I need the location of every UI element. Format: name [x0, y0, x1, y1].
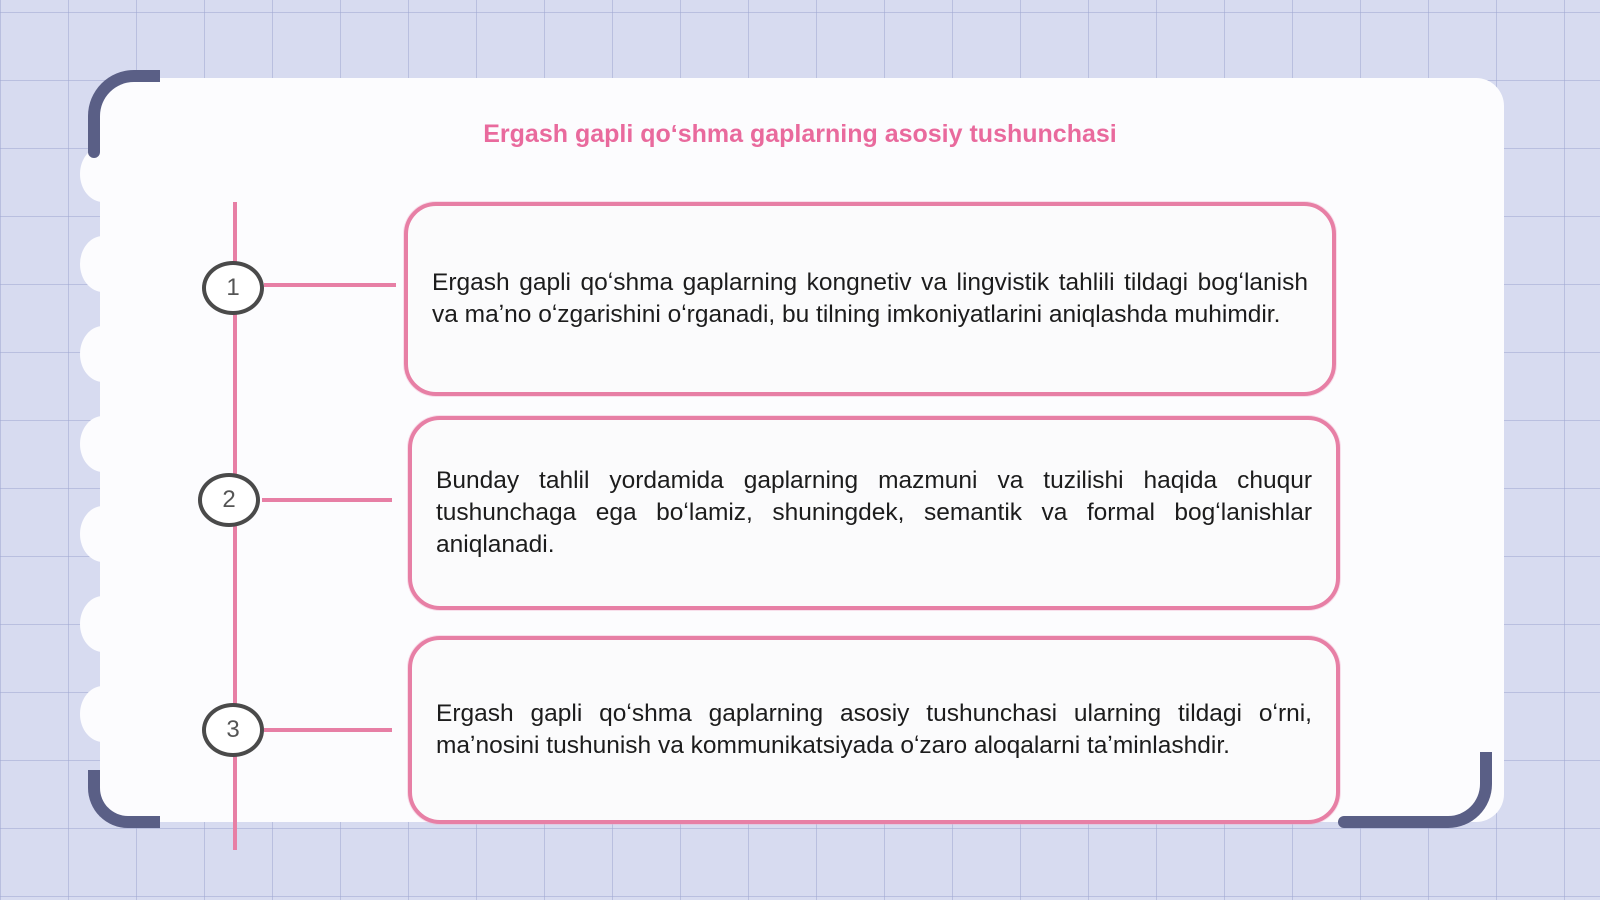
scallop-edge: [80, 146, 126, 202]
timeline-connector-3: [264, 728, 392, 732]
content-box-1: [404, 202, 1336, 396]
content-text-1: Ergash gapli qoʻshma gaplarning kongnetiv va lingvistik tahlili tildagi bogʻlanish va maʼno oʻzgarishini oʻrganadi, bu tilning imkoniyatlarini aniqlashda muhimdir.: [432, 269, 1308, 328]
step-number-2: 2: [198, 473, 260, 527]
content-text-3: Ergash gapli qoʻshma gaplarning asosiy tushunchasi ularning tildagi oʻrni, maʼnosini tushunish va kommunikatsiyada oʻzaro aloqalarni taʼminlashdir.: [436, 700, 1312, 759]
frame-corner-top-left-tail: [88, 120, 100, 158]
frame-corner-bottom-left: [88, 770, 160, 828]
slide-title: Ergash gapli qoʻshma gaplarning asosiy tushunchasi: [483, 120, 1117, 148]
scallop-edge: [80, 326, 126, 382]
scallop-edge: [80, 596, 126, 652]
frame-corner-bottom-right-tail: [1338, 816, 1438, 828]
scallop-edge: [80, 686, 126, 742]
step-number-1: 1: [202, 261, 264, 315]
scallop-edge: [80, 416, 126, 472]
scallop-edge: [80, 236, 126, 292]
timeline-connector-2: [262, 498, 392, 502]
content-box-3: [408, 636, 1340, 824]
step-number-3: 3: [202, 703, 264, 757]
content-box-2: [408, 416, 1340, 610]
scallop-edge: [80, 506, 126, 562]
content-text-2: Bunday tahlil yordamida gaplarning mazmuni va tuzilishi haqida chuqur tushunchaga ega boʻlamiz, shuningdek, semantik va formal bogʻlanishlar aniqlanadi.: [436, 467, 1312, 558]
timeline-connector-1: [264, 283, 396, 287]
